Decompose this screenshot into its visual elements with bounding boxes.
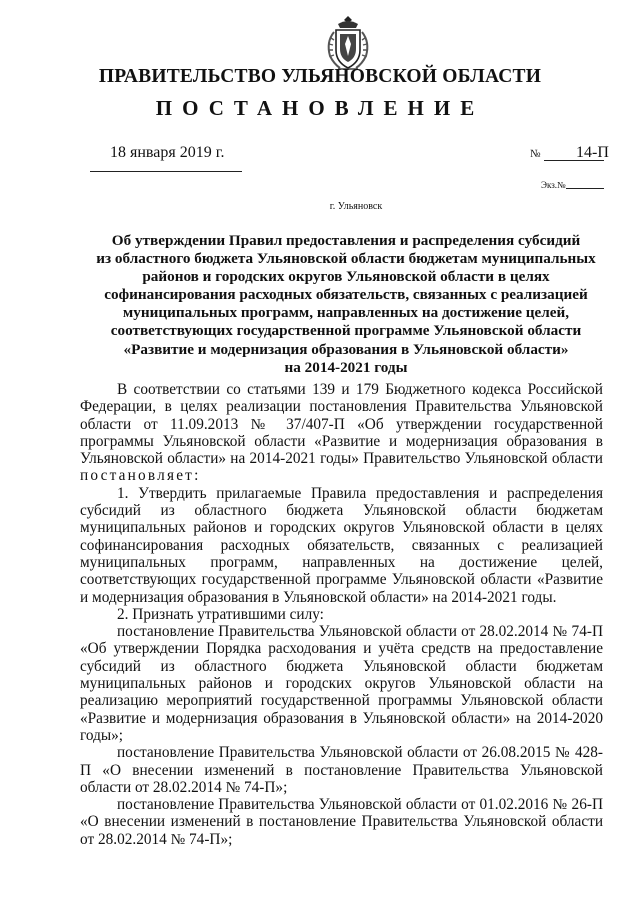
repealed-act-1: постановление Правительства Ульяновской области от 28.02.2014 № 74-П «Об утверждении Порядка расходования и учёта средств на предоставление субсидий из областного бюджета Ульяновской области бюджетам муниципальных районов и городских округов Ульяновской области на реализацию мероприятий государственной программы Ульяновской области «Развитие и модернизация образования в Ульяновской области» на 2014-2020 годы»; [80, 623, 603, 744]
preamble-text: В соответствии со статьями 139 и 179 Бюджетного кодекса Российской Федерации, в целях реализации постановления Правительства Ульяновской области от 11.09.2013 № 37/407-П «Об утверждении государственной программы Ульяновской области «Развитие и модернизация образования в Ульяновской области» на 2014-2021 годы» Правительство Ульяновской области [80, 381, 603, 468]
document-title [80, 232, 612, 377]
copy-number-underline [566, 188, 604, 189]
title-line: на 2014-2021 годы [284, 358, 408, 376]
copy-number-label: Экз.№ [541, 180, 566, 190]
item-2-paragraph: 2. Признать утратившими силу: [117, 605, 324, 623]
title-line: Об утверждении Правил предоставления и распределения субсидий [111, 232, 581, 249]
repealed-act-2: постановление Правительства Ульяновской области от 26.08.2015 № 428-П «О внесении изменений в постановление Правительства Ульяновской области от 28.02.2014 № 74-П»; [80, 744, 603, 796]
number-underline [544, 160, 604, 161]
government-name: ПРАВИТЕЛЬСТВО УЛЬЯНОВСКОЙ ОБЛАСТИ [98, 66, 542, 87]
title-line: из областного бюджета Ульяновской области бюджетам муниципальных [96, 250, 596, 268]
city: г. Ульяновск [329, 201, 383, 212]
repealed-act-3: постановление Правительства Ульяновской области от 01.02.2016 № 26-П «О внесении изменений в постановление Правительства Ульяновской области от 28.02.2014 № 74-П»; [80, 796, 603, 848]
title-line: муниципальных программ, направленных на достижение целей, [122, 304, 570, 322]
document-date: 18 января 2019 г. [110, 144, 225, 161]
document-type: ПОСТАНОВЛЕНИЕ [155, 96, 485, 120]
preamble-paragraph [80, 381, 603, 485]
number-sign: № [530, 148, 541, 160]
title-line: соответствующих государственной программе Ульяновской области [110, 322, 582, 340]
coat-of-arms-icon [322, 14, 374, 72]
date-underline [90, 171, 242, 172]
decrees-word: постановляет: [80, 467, 201, 485]
document-number: 14-П [576, 144, 609, 161]
document-body [80, 381, 603, 848]
title-line: «Развитие и модернизация образования в Ульяновской области» [123, 340, 569, 358]
title-line: софинансирования расходных обязательств, связанных с реализацией [104, 286, 588, 304]
title-line: районов и городских округов Ульяновской области в целях [142, 268, 550, 286]
item-1-paragraph: 1. Утвердить прилагаемые Правила предоставления и распределения субсидий из областного бюджета Ульяновской области бюджетам муниципальных районов и городских округов Ульяновской области в целях софинансирования расходных обязательств, связанных с реализацией муниципальных программ, направленных на достижение целей, соответствующих государственной программе Ульяновской области «Развитие и модернизация образования в Ульяновской области» на 2014-2021 годы. [80, 484, 603, 606]
